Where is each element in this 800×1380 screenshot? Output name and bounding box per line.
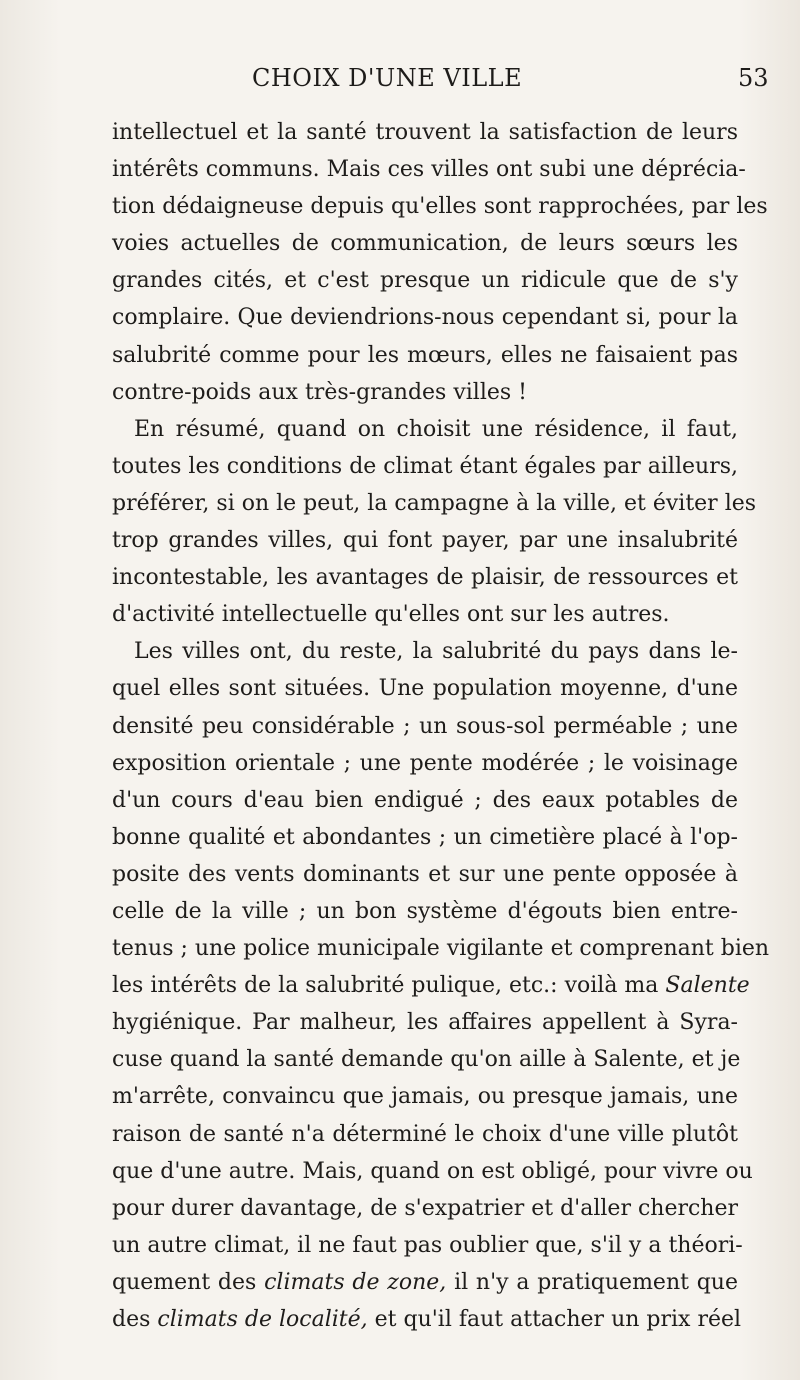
text-line: contre-poids aux très-grandes villes ! — [112, 379, 528, 405]
text-line-with-emphasis — [112, 967, 750, 1004]
text-line-with-emphasis — [112, 1264, 738, 1301]
text-line: densité peu considérable ; un sous-sol perméable ; une — [112, 713, 738, 739]
text-line: toutes les conditions de climat étant égales par ailleurs, — [112, 453, 738, 479]
line-lead: des — [112, 1307, 151, 1332]
text-line: trop grandes villes, qui font payer, par une insalubrité — [112, 528, 738, 554]
text-line: m'arrête, convaincu que jamais, ou presque jamais, une — [112, 1084, 738, 1110]
paragraph-start-line: En résumé, quand on choisit une résidence, il faut, — [134, 416, 738, 442]
emphasis-salente: Salente — [665, 973, 750, 999]
text-line: tenus ; une police municipale vigilante et comprenant bien — [112, 936, 770, 962]
line-lead: les intérêts de la salubrité pulique, etc.: voilà ma — [112, 973, 659, 999]
emphasis-climats-de-localite: climats de localité, — [157, 1307, 368, 1332]
text-line: bonne qualité et abondantes ; un cimetière placé à l'op- — [112, 824, 738, 850]
text-line: incontestable, les avantages de plaisir, de ressources et — [112, 565, 738, 591]
text-line: complaire. Que deviendrions-nous cependant si, pour la — [112, 305, 738, 331]
text-line: que d'une autre. Mais, quand on est obligé, pour vivre ou — [112, 1158, 753, 1184]
text-line: intérêts communs. Mais ces villes ont subi une déprécia- — [112, 157, 746, 183]
line-tail: et qu'il faut attacher un prix réel — [374, 1307, 742, 1332]
emphasis-climats-de-zone: climats de zone, — [264, 1269, 447, 1295]
text-line: raison de santé n'a déterminé le choix d'une ville plutôt — [112, 1121, 738, 1147]
text-line: intellectuel et la santé trouvent la satisfaction de leurs — [112, 120, 738, 145]
text-line: d'un cours d'eau bien endigué ; des eaux potables de — [112, 787, 738, 813]
page-number: 53 — [738, 64, 769, 92]
text-line: grandes cités, et c'est presque un ridicule que de s'y — [112, 268, 738, 294]
running-head — [0, 60, 800, 96]
text-line: voies actuelles de communication, de leurs sœurs les — [112, 231, 738, 257]
body-text — [112, 114, 770, 1338]
text-line: quel elles sont situées. Une population moyenne, d'une — [112, 676, 738, 702]
line-lead: quement des — [112, 1269, 257, 1295]
text-line: posite des vents dominants et sur une pente opposée à — [112, 861, 738, 887]
paragraph-start-line: Les villes ont, du reste, la salubrité du pays dans le- — [134, 639, 738, 665]
text-line: celle de la ville ; un bon système d'égouts bien entre- — [112, 898, 738, 924]
text-line: un autre climat, il ne faut pas oublier que, s'il y a théori- — [112, 1232, 743, 1258]
text-line: pour durer davantage, de s'expatrier et d'aller chercher — [112, 1195, 739, 1221]
text-line: exposition orientale ; une pente modérée ; le voisinage — [112, 750, 738, 776]
text-line-with-emphasis — [112, 1301, 742, 1338]
text-line: salubrité comme pour les mœurs, elles ne faisaient pas — [112, 342, 738, 368]
text-line: tion dédaigneuse depuis qu'elles sont rapprochées, par les — [112, 194, 768, 220]
text-line: préférer, si on le peut, la campagne à la ville, et éviter les — [112, 490, 757, 516]
text-line: hygiénique. Par malheur, les affaires appellent à Syra- — [112, 1010, 738, 1036]
text-line: cuse quand la santé demande qu'on aille à Salente, et je — [112, 1047, 741, 1073]
line-tail: il n'y a pratiquement que — [454, 1269, 738, 1295]
running-title: CHOIX D'UNE VILLE — [252, 64, 523, 92]
text-line: d'activité intellectuelle qu'elles ont sur les autres. — [112, 602, 670, 628]
